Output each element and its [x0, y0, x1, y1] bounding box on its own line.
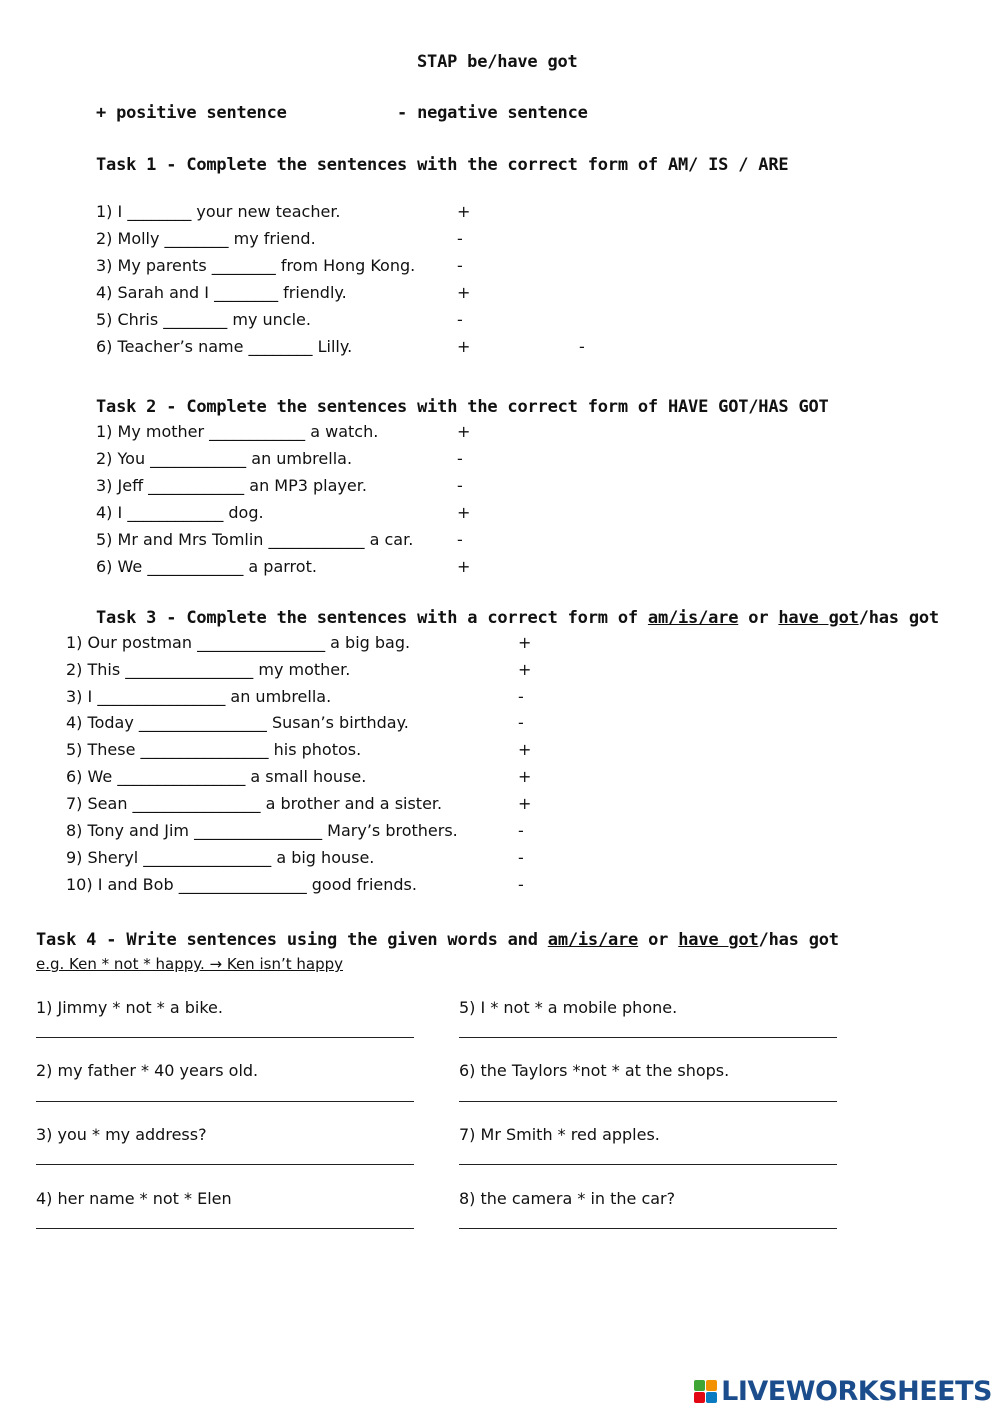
task1-sign-2: -	[457, 229, 463, 248]
task3-item-1: 1) Our postman ________________ a big bag.	[66, 633, 411, 652]
page-title: STAP be/have got	[417, 52, 578, 72]
task3-sign-6: +	[518, 767, 532, 786]
task4-heading-am-is-are: am/is/are	[547, 930, 639, 950]
answer-line-2[interactable]	[36, 1101, 414, 1102]
task2-sign-2: -	[457, 449, 463, 468]
task3-sign-3: -	[518, 687, 524, 706]
logo-square-blue	[706, 1392, 717, 1403]
task1-item-5: 5) Chris ________ my uncle.	[96, 310, 311, 329]
task4-heading-or: or	[638, 930, 679, 950]
task4-prompt-2: 2) my father * 40 years old.	[36, 1061, 259, 1080]
task4-heading-has-got: /has got	[758, 930, 839, 950]
task3-sign-4: -	[518, 713, 524, 732]
logo-square-orange	[706, 1380, 717, 1391]
task3-heading-have-got: have got	[778, 608, 859, 628]
liveworksheets-logo	[694, 1376, 992, 1407]
task1-heading: Task 1 - Complete the sentences with the correct form of AM/ IS / ARE	[96, 155, 789, 175]
answer-line-5[interactable]	[459, 1037, 837, 1038]
task3-sign-2: +	[518, 660, 532, 679]
task1-sign-5: -	[457, 310, 463, 329]
task3-item-5: 5) These ________________ his photos.	[66, 740, 362, 759]
task3-item-4: 4) Today ________________ Susan’s birthday.	[66, 713, 409, 732]
task3-item-10: 10) I and Bob ________________ good friends.	[66, 875, 417, 894]
answer-line-8[interactable]	[459, 1228, 837, 1229]
task2-sign-1: +	[457, 422, 471, 441]
task3-sign-1: +	[518, 633, 532, 652]
task1-sign-6b: -	[579, 337, 585, 356]
answer-line-7[interactable]	[459, 1164, 837, 1165]
logo-mark-icon	[694, 1380, 717, 1403]
task3-heading-am-is-are: am/is/are	[647, 608, 739, 628]
task2-item-5: 5) Mr and Mrs Tomlin ____________ a car.	[96, 530, 414, 549]
task2-item-4: 4) I ____________ dog.	[96, 503, 264, 522]
task2-item-1: 1) My mother ____________ a watch.	[96, 422, 379, 441]
legend-negative: - negative sentence	[397, 103, 588, 123]
task3-item-7: 7) Sean ________________ a brother and a sister.	[66, 794, 443, 813]
task3-item-9: 9) Sheryl ________________ a big house.	[66, 848, 375, 867]
task1-sign-6: +	[457, 337, 471, 356]
task3-item-3: 3) I ________________ an umbrella.	[66, 687, 332, 706]
task3-item-8: 8) Tony and Jim ________________ Mary’s brothers.	[66, 821, 458, 840]
task3-sign-9: -	[518, 848, 524, 867]
task4-prompt-1: 1) Jimmy * not * a bike.	[36, 998, 223, 1017]
task1-sign-1: +	[457, 202, 471, 221]
answer-line-3[interactable]	[36, 1164, 414, 1165]
task2-sign-4: +	[457, 503, 471, 522]
task4-prompt-7: 7) Mr Smith * red apples.	[459, 1125, 660, 1144]
task2-item-3: 3) Jeff ____________ an MP3 player.	[96, 476, 367, 495]
legend-positive: + positive sentence	[96, 103, 287, 123]
task4-prompt-6: 6) the Taylors *not * at the shops.	[459, 1061, 730, 1080]
task3-sign-5: +	[518, 740, 532, 759]
task2-item-6: 6) We ____________ a parrot.	[96, 557, 317, 576]
task1-sign-3: -	[457, 256, 463, 275]
task3-sign-10: -	[518, 875, 524, 894]
task1-item-3: 3) My parents ________ from Hong Kong.	[96, 256, 416, 275]
task4-prompt-8: 8) the camera * in the car?	[459, 1189, 676, 1208]
task2-sign-3: -	[457, 476, 463, 495]
task3-sign-8: -	[518, 821, 524, 840]
task4-heading	[36, 930, 839, 950]
task3-item-2: 2) This ________________ my mother.	[66, 660, 351, 679]
task4-example: e.g. Ken * not * happy. → Ken isn’t happy	[36, 955, 343, 973]
logo-square-green	[694, 1380, 705, 1391]
task2-heading: Task 2 - Complete the sentences with the correct form of HAVE GOT/HAS GOT	[96, 397, 829, 417]
task3-heading-or: or	[738, 608, 779, 628]
logo-square-red	[694, 1392, 705, 1403]
task4-prompt-5: 5) I * not * a mobile phone.	[459, 998, 678, 1017]
task4-prompt-3: 3) you * my address?	[36, 1125, 207, 1144]
task4-prompt-4: 4) her name * not * Elen	[36, 1189, 232, 1208]
task2-sign-6: +	[457, 557, 471, 576]
task2-sign-5: -	[457, 530, 463, 549]
logo-wordmark: LIVEWORKSHEETS	[721, 1376, 992, 1407]
task1-item-2: 2) Molly ________ my friend.	[96, 229, 316, 248]
task3-heading-has-got: /has got	[858, 608, 939, 628]
task1-item-6: 6) Teacher’s name ________ Lilly.	[96, 337, 353, 356]
task4-heading-text: Task 4 - Write sentences using the given words and	[36, 930, 548, 950]
task3-item-6: 6) We ________________ a small house.	[66, 767, 367, 786]
task1-item-4: 4) Sarah and I ________ friendly.	[96, 283, 347, 302]
answer-line-1[interactable]	[36, 1037, 414, 1038]
answer-line-6[interactable]	[459, 1101, 837, 1102]
task2-item-2: 2) You ____________ an umbrella.	[96, 449, 353, 468]
answer-line-4[interactable]	[36, 1228, 414, 1229]
task3-heading-text: Task 3 - Complete the sentences with a correct form of	[96, 608, 648, 628]
task1-sign-4: +	[457, 283, 471, 302]
task3-sign-7: +	[518, 794, 532, 813]
task3-heading	[96, 608, 939, 628]
task4-heading-have-got: have got	[678, 930, 759, 950]
task1-item-1: 1) I ________ your new teacher.	[96, 202, 341, 221]
